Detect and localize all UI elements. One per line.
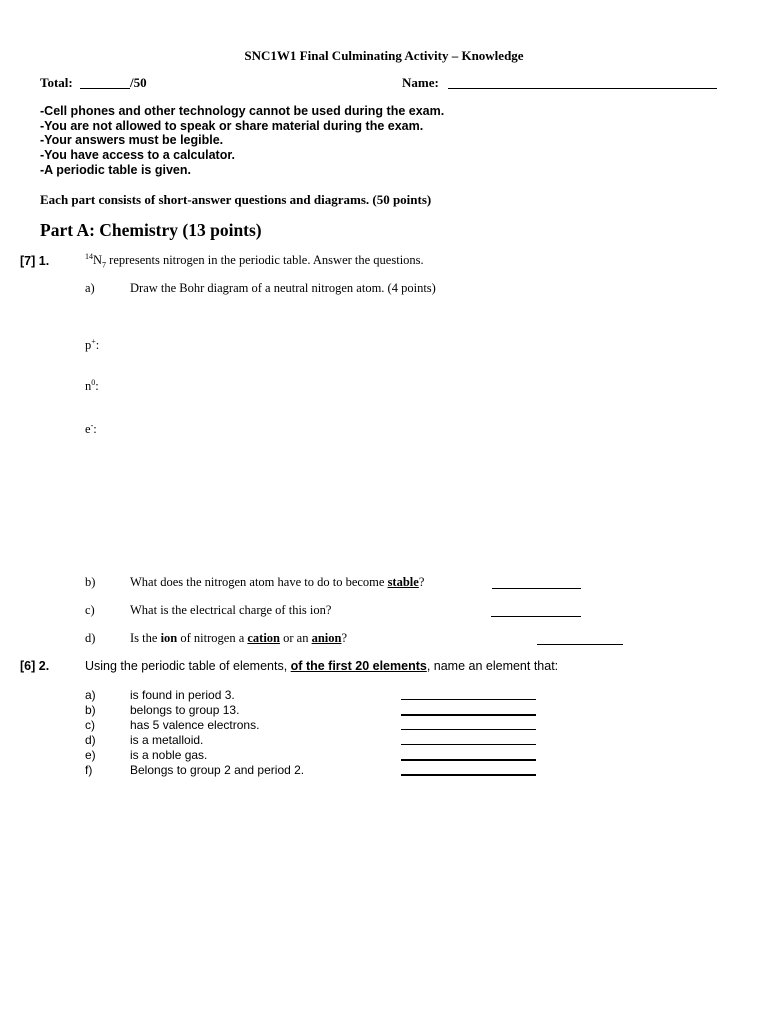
intro-text: Each part consists of short-answer questions and diagrams. (50 points) bbox=[40, 192, 432, 207]
q2-item-text: is found in period 3. bbox=[130, 688, 235, 702]
element-symbol: N bbox=[93, 253, 103, 267]
q2-item-letter: e) bbox=[85, 748, 96, 762]
q2-item-text: Belongs to group 2 and period 2. bbox=[130, 763, 305, 777]
q2e-answer-blank[interactable] bbox=[401, 759, 536, 761]
rule-item: -Your answers must be legible. bbox=[40, 133, 224, 147]
total-score-blank[interactable] bbox=[80, 88, 130, 89]
rule-item: -You have access to a calculator. bbox=[40, 148, 235, 162]
page-title: SNC1W1 Final Culminating Activity – Knowledge bbox=[244, 48, 524, 63]
q1a-letter: a) bbox=[85, 281, 95, 295]
rule-item: -Cell phones and other technology cannot be used during the exam. bbox=[40, 104, 445, 118]
q2d-answer-blank[interactable] bbox=[401, 744, 536, 745]
q2-item-letter: b) bbox=[85, 703, 96, 717]
q2-stem: Using the periodic table of elements, of the first 20 elements, name an element that: bbox=[85, 659, 559, 673]
electrons-label: e-: bbox=[85, 420, 97, 436]
rule-item: -You are not allowed to speak or share material during the exam. bbox=[40, 119, 424, 133]
name-label: Name: bbox=[402, 75, 439, 90]
q1b-answer-blank[interactable] bbox=[492, 588, 581, 589]
q1-stem bbox=[85, 253, 424, 268]
q2c-answer-blank[interactable] bbox=[401, 729, 536, 730]
neutrons-label: $n^0$: bbox=[85, 377, 99, 393]
q1d-letter: d) bbox=[85, 631, 96, 645]
rule-item: -A periodic table is given. bbox=[40, 163, 191, 177]
q2-item-text: is a noble gas. bbox=[130, 748, 208, 762]
q1-text: represents nitrogen in the periodic table. Answer the questions. bbox=[106, 253, 424, 267]
q1c-text: What is the electrical charge of this ion? bbox=[130, 603, 332, 617]
q2-item-letter: f) bbox=[85, 763, 93, 777]
q1c-letter: c) bbox=[85, 603, 95, 617]
q2f-answer-blank[interactable] bbox=[401, 774, 536, 776]
name-blank[interactable] bbox=[448, 88, 717, 89]
protons-label: p+: bbox=[85, 336, 100, 352]
q2-item-text: belongs to group 13. bbox=[130, 703, 240, 717]
q1b-text: What does the nitrogen atom have to do to become stable? bbox=[130, 575, 425, 589]
total-label: Total: bbox=[40, 75, 73, 90]
q1d-text: Is the ion of nitrogen a cation or an anion? bbox=[130, 631, 348, 645]
q1d-answer-blank[interactable] bbox=[537, 644, 623, 645]
q1c-answer-blank[interactable] bbox=[491, 616, 581, 617]
q2b-answer-blank[interactable] bbox=[401, 714, 536, 716]
q2-marks: [6] 2. bbox=[20, 659, 50, 673]
part-a-heading: Part A: Chemistry (13 points) bbox=[40, 220, 262, 240]
atomic-number: 7 bbox=[102, 260, 107, 270]
q2-item-text: is a metalloid. bbox=[130, 733, 204, 747]
q1a-text: Draw the Bohr diagram of a neutral nitrogen atom. (4 points) bbox=[130, 281, 436, 295]
q1-marks: [7] 1. bbox=[20, 254, 50, 268]
mass-number: 14 bbox=[85, 251, 93, 261]
total-denominator: /50 bbox=[130, 75, 147, 90]
q2a-answer-blank[interactable] bbox=[401, 699, 536, 700]
q2-item-letter: d) bbox=[85, 733, 96, 747]
q1b-letter: b) bbox=[85, 575, 96, 589]
q2-item-text: has 5 valence electrons. bbox=[130, 718, 260, 732]
q2-item-letter: a) bbox=[85, 688, 96, 702]
q2-item-letter: c) bbox=[85, 718, 95, 732]
